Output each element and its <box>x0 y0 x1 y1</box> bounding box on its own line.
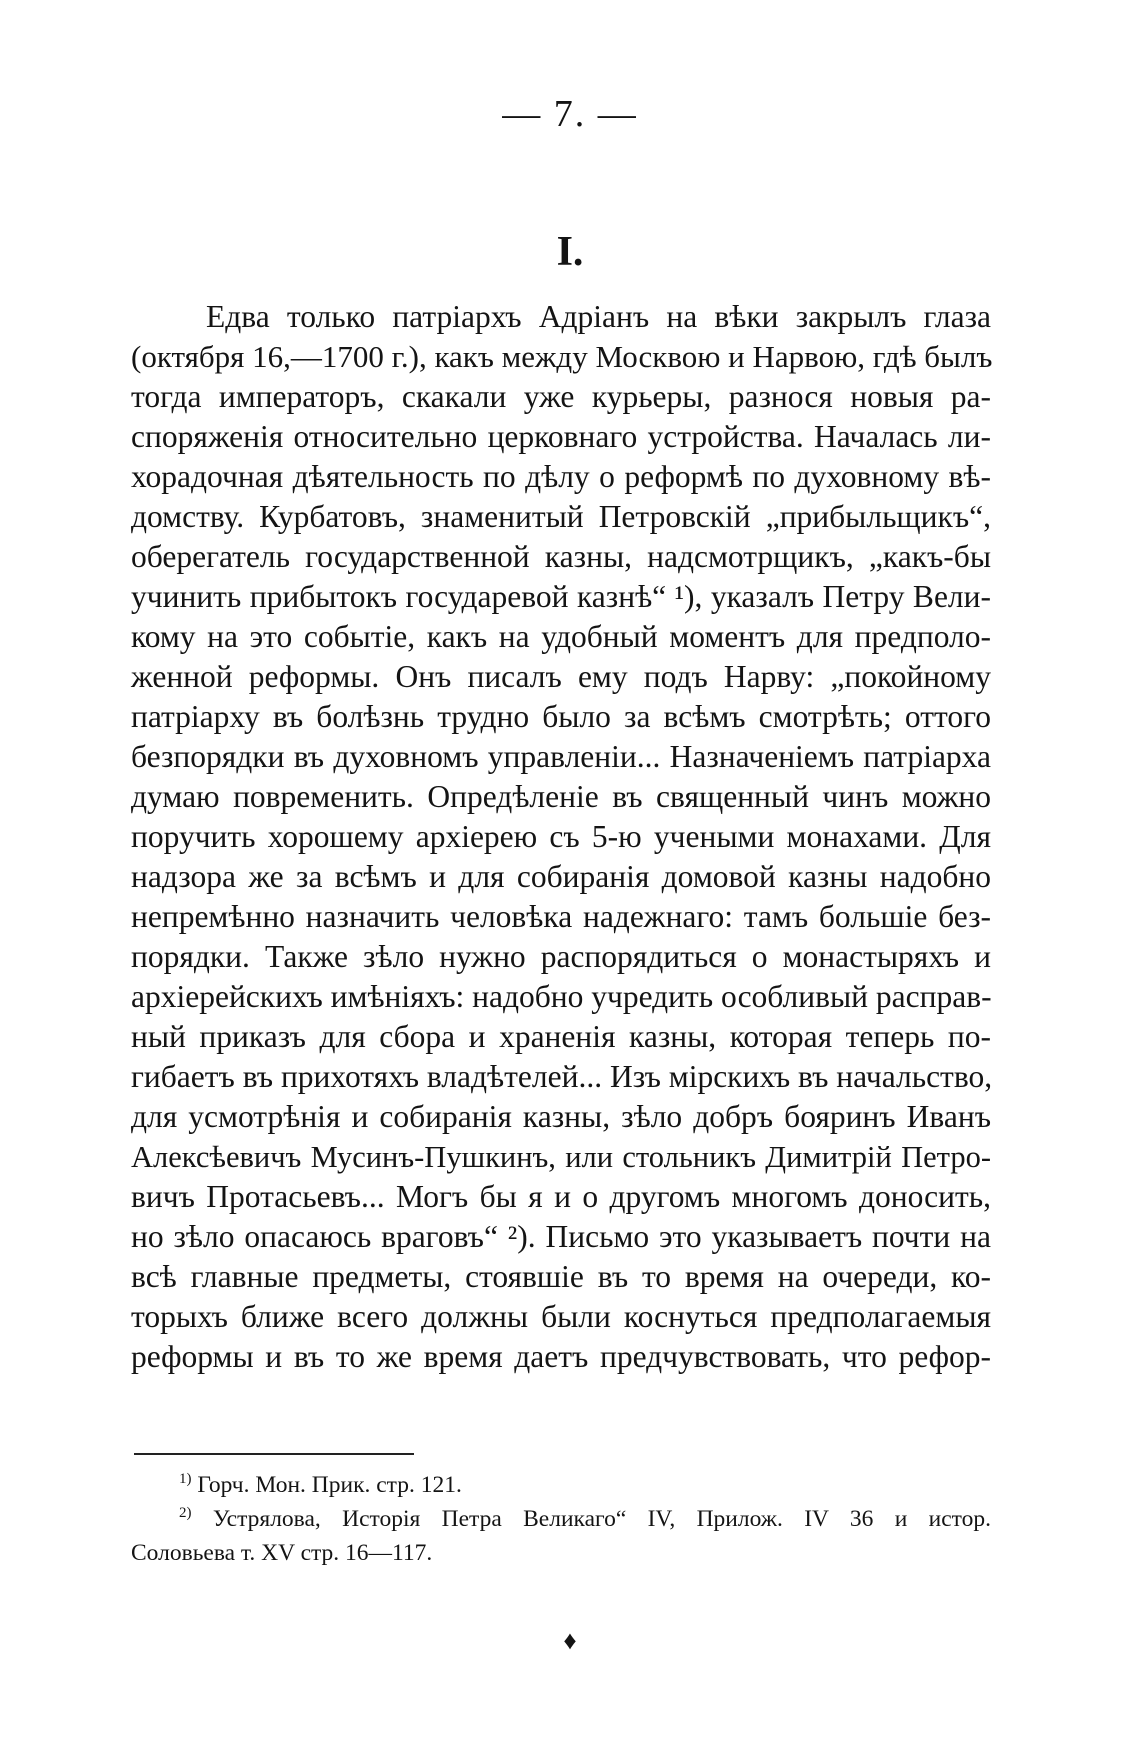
text-line: гибаетъ въ прихотяхъ владѣтелей... Изъ мірскихъ въ начальство, <box>131 1059 993 1094</box>
text-line: непремѣнно назначить человѣка надежнаго: тамъ большіе без- <box>131 899 991 934</box>
text-line: оберегатель государственной казны, надсмотрщикъ, „какъ-бы <box>131 539 991 574</box>
text-line: порядки. Также зѣло нужно распорядиться о монастыряхъ и <box>131 939 991 974</box>
ornament-icon: ♦ <box>563 1626 577 1655</box>
footnote-rule <box>134 1453 414 1455</box>
text-line: реформы и въ то же время даетъ предчувствовать, что рефор- <box>131 1339 991 1374</box>
text-line: но зѣло опасаюсь враговъ“ ²). Письмо это указываетъ почти на <box>131 1219 991 1254</box>
text-line: Алексѣевичъ Мусинъ-Пушкинъ, или стольникъ Димитрій Петро- <box>131 1140 991 1174</box>
text-line: надзора же за всѣмъ и для собиранія домовой казны надобно <box>131 859 991 894</box>
footnote-2-continuation: Соловьева т. XV стр. 16—117. <box>131 1540 433 1566</box>
text-line: для усмотрѣнія и собиранія казны, зѣло добръ бояринъ Иванъ <box>131 1099 991 1134</box>
text-line: хорадочная дѣятельность по дѣлу о реформѣ по духовному вѣ- <box>131 459 991 494</box>
text-line: домству. Курбатовъ, знаменитый Петровскій „прибыльщикъ“, <box>131 499 991 534</box>
body-text <box>131 297 991 1377</box>
text-line: безпорядки въ духовномъ управленіи... Назначеніемъ патріарха <box>131 739 991 774</box>
text-line: вичъ Протасьевъ... Могъ бы я и о другомъ многомъ доносить, <box>131 1179 991 1214</box>
text-line: ный приказъ для сбора и храненія казны, которая теперь по- <box>131 1019 991 1054</box>
text-line: (октября 16,—1700 г.), какъ между Москвою и Нарвою, гдѣ былъ <box>131 339 993 374</box>
footnote-1 <box>131 1468 991 1502</box>
footnote-text: Горч. Мон. Прик. стр. 121. <box>197 1472 462 1498</box>
footnotes <box>131 1468 991 1570</box>
text-line: кому на это событіе, какъ на удобный моментъ для предполо- <box>131 619 991 654</box>
text-line: поручить хорошему архіерею съ 5-ю учеными монахами. Для <box>131 819 991 854</box>
footnote-2 <box>131 1502 991 1536</box>
text-line: всѣ главные предметы, стоявшіе въ то время на очереди, ко- <box>131 1259 991 1294</box>
text-line: женной реформы. Онъ писалъ ему подъ Нарву: „покойному <box>131 659 991 694</box>
chapter-heading: I. <box>556 229 584 275</box>
text-line: архіерейскихъ имѣніяхъ: надобно учредить особливый расправ- <box>131 979 992 1014</box>
text-line: тогда императоръ, скакали уже курьеры, разнося новыя ра- <box>131 379 991 414</box>
footnote-marker: 1) <box>179 1471 192 1488</box>
text-line: Едва только патріархъ Адріанъ на вѣки закрылъ глаза <box>206 299 991 334</box>
footnote-marker: 2) <box>179 1505 192 1522</box>
text-line: споряженія относительно церковнаго устройства. Началась ли- <box>131 419 991 454</box>
page-number: — 7. — <box>502 93 638 135</box>
footnote-text: Устрялова, Исторія Петра Великаго“ IV, Прилож. IV 36 и истор. <box>212 1506 992 1532</box>
text-line: учинить прибытокъ государевой казнѣ“ ¹), указалъ Петру Вели- <box>131 579 991 614</box>
text-line: патріарху въ болѣзнь трудно было за всѣмъ смотрѣть; оттого <box>131 699 991 734</box>
text-line: думаю повременить. Опредѣленіе въ священный чинъ можно <box>131 779 991 814</box>
text-line: торыхъ ближе всего должны были коснуться предполагаемыя <box>131 1299 991 1334</box>
